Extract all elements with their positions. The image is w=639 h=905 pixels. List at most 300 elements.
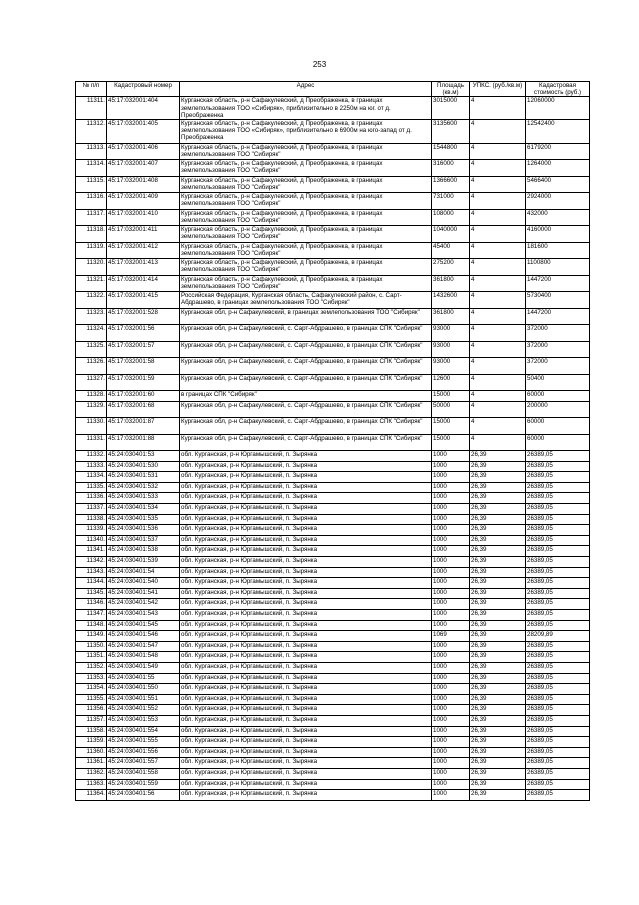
cadastral-number-cell: 45:24:030401:542 bbox=[107, 599, 180, 610]
upks-cell: 4 bbox=[470, 401, 526, 418]
area-cell: 1000 bbox=[432, 567, 470, 578]
cadastral-number-cell: 45:24:030401:533 bbox=[107, 493, 180, 504]
table-row bbox=[76, 620, 590, 631]
table-row bbox=[76, 578, 590, 589]
upks-cell: 26,39 bbox=[470, 525, 526, 536]
cadastral-number-cell: 45:17:032001:528 bbox=[107, 308, 180, 325]
area-cell: 1069 bbox=[432, 631, 470, 642]
cadastral-cost-cell: 26389,05 bbox=[526, 567, 590, 578]
cadastral-number-cell: 45:17:032001:58 bbox=[107, 358, 180, 375]
upks-cell: 26,39 bbox=[470, 737, 526, 748]
cadastral-cost-cell: 372000 bbox=[526, 325, 590, 342]
area-cell: 1000 bbox=[432, 557, 470, 568]
cadastral-number-cell: 45:24:030401:550 bbox=[107, 684, 180, 695]
row-number-cell: 11317. bbox=[76, 209, 107, 226]
table-row bbox=[76, 747, 590, 758]
address-cell: Курганская область, р-н Сафакулевский, д Преображенка, в границах землепользования ТОО «Сибиряк», приблизительно в 2250м на юг. от д. Преображенка bbox=[180, 97, 432, 120]
address-cell: обл. Курганская, р-н Юргамышский, п. Зырянка bbox=[180, 535, 432, 546]
address-cell: обл. Курганская, р-н Юргамышский, п. Зырянка bbox=[180, 514, 432, 525]
cadastral-number-cell: 45:24:030401:56 bbox=[107, 790, 180, 801]
table-row bbox=[76, 790, 590, 801]
area-cell: 1000 bbox=[432, 705, 470, 716]
cadastral-cost-cell: 50400 bbox=[526, 374, 590, 391]
cadastral-cost-cell: 26389,05 bbox=[526, 726, 590, 737]
address-cell: обл. Курганская, р-н Юргамышский, п. Зырянка bbox=[180, 461, 432, 472]
upks-cell: 26,39 bbox=[470, 705, 526, 716]
row-number-cell: 11321. bbox=[76, 275, 107, 292]
row-number-cell: 11337. bbox=[76, 504, 107, 515]
table-row bbox=[76, 694, 590, 705]
row-number-cell: 11341. bbox=[76, 546, 107, 557]
address-cell: Курганская область, р-н Сафакулевский, д Преображенка, в границах землепользования ТОО «Сибиряк», приблизительно в 6900м на юго-запад от д. Преображенка bbox=[180, 120, 432, 144]
cadastral-number-cell: 45:24:030401:540 bbox=[107, 578, 180, 589]
upks-cell: 4 bbox=[470, 341, 526, 358]
table-row bbox=[76, 401, 590, 418]
row-number-cell: 11354. bbox=[76, 684, 107, 695]
table-row bbox=[76, 226, 590, 243]
row-number-cell: 11344. bbox=[76, 578, 107, 589]
cadastral-number-cell: 45:24:030401:557 bbox=[107, 758, 180, 769]
upks-cell: 4 bbox=[470, 358, 526, 375]
row-number-cell: 11330. bbox=[76, 418, 107, 435]
upks-cell: 26,39 bbox=[470, 631, 526, 642]
upks-cell: 4 bbox=[470, 226, 526, 243]
row-number-cell: 11363. bbox=[76, 779, 107, 790]
area-cell: 1000 bbox=[432, 472, 470, 483]
cadastral-number-cell: 45:17:032001:412 bbox=[107, 242, 180, 259]
cadastral-number-cell: 45:24:030401:543 bbox=[107, 610, 180, 621]
area-cell: 1544800 bbox=[432, 143, 470, 160]
table-row bbox=[76, 715, 590, 726]
header-cadastral-cost: Кадастровая стоимость (руб.) bbox=[526, 82, 590, 97]
table-row bbox=[76, 472, 590, 483]
cadastral-cost-cell: 26389,05 bbox=[526, 504, 590, 515]
cadastral-cost-cell: 26389,05 bbox=[526, 652, 590, 663]
area-cell: 1000 bbox=[432, 451, 470, 462]
upks-cell: 4 bbox=[470, 176, 526, 193]
header-num: № п/п bbox=[76, 82, 107, 97]
address-cell: Курганская область, р-н Сафакулевский, д Преображенка, в границах землепользования ТОО "Сибиряк" bbox=[180, 275, 432, 292]
upks-cell: 26,39 bbox=[470, 557, 526, 568]
table-row bbox=[76, 493, 590, 504]
cadastral-number-cell: 45:24:030401:539 bbox=[107, 557, 180, 568]
upks-cell: 4 bbox=[470, 160, 526, 177]
cadastral-number-cell: 45:17:032001:407 bbox=[107, 160, 180, 177]
row-number-cell: 11343. bbox=[76, 567, 107, 578]
cadastral-number-cell: 45:17:032001:410 bbox=[107, 209, 180, 226]
upks-cell: 26,39 bbox=[470, 514, 526, 525]
address-cell: обл. Курганская, р-н Юргамышский, п. Зырянка bbox=[180, 631, 432, 642]
upks-cell: 4 bbox=[470, 374, 526, 391]
area-cell: 1000 bbox=[432, 493, 470, 504]
cadastral-number-cell: 45:24:030401:538 bbox=[107, 546, 180, 557]
cadastral-number-cell: 45:24:030401:556 bbox=[107, 747, 180, 758]
table-body bbox=[76, 97, 590, 800]
address-cell: Курганская обл, р-н Сафакулевский, с. Сарт-Абдрашево, в границах СПК "Сибиряк" bbox=[180, 374, 432, 391]
header-cadastral-number: Кадастровый номер bbox=[107, 82, 180, 97]
cadastral-cost-cell: 5466400 bbox=[526, 176, 590, 193]
row-number-cell: 11353. bbox=[76, 673, 107, 684]
address-cell: обл. Курганская, р-н Юргамышский, п. Зырянка bbox=[180, 694, 432, 705]
row-number-cell: 11311. bbox=[76, 97, 107, 120]
address-cell: обл. Курганская, р-н Юргамышский, п. Зырянка bbox=[180, 705, 432, 716]
address-cell: обл. Курганская, р-н Юргамышский, п. Зырянка bbox=[180, 482, 432, 493]
row-number-cell: 11325. bbox=[76, 341, 107, 358]
row-number-cell: 11334. bbox=[76, 472, 107, 483]
address-cell: Курганская область, р-н Сафакулевский, д Преображенка, в границах землепользования ТОО "Сибиряк" bbox=[180, 160, 432, 177]
cadastral-cost-cell: 26389,05 bbox=[526, 662, 590, 673]
area-cell: 1000 bbox=[432, 620, 470, 631]
cadastral-cost-cell: 26389,05 bbox=[526, 790, 590, 801]
row-number-cell: 11312. bbox=[76, 120, 107, 144]
upks-cell: 4 bbox=[470, 434, 526, 451]
cadastral-cost-cell: 26389,05 bbox=[526, 768, 590, 779]
row-number-cell: 11315. bbox=[76, 176, 107, 193]
cadastral-number-cell: 45:24:030401:535 bbox=[107, 514, 180, 525]
address-cell: Курганская обл, р-н Сафакулевский, с. Сарт-Абдрашево, в границах СПК "Сибиряк" bbox=[180, 325, 432, 342]
upks-cell: 26,39 bbox=[470, 652, 526, 663]
upks-cell: 4 bbox=[470, 242, 526, 259]
area-cell: 1000 bbox=[432, 662, 470, 673]
table-row bbox=[76, 120, 590, 144]
table-row bbox=[76, 193, 590, 210]
area-cell: 93000 bbox=[432, 341, 470, 358]
address-cell: Курганская обл, р-н Сафакулевский, в границах землепользования ТОО "Сибиряк" bbox=[180, 308, 432, 325]
table-row bbox=[76, 599, 590, 610]
row-number-cell: 11326. bbox=[76, 358, 107, 375]
table-row bbox=[76, 358, 590, 375]
cadastral-number-cell: 45:24:030401:548 bbox=[107, 652, 180, 663]
row-number-cell: 11358. bbox=[76, 726, 107, 737]
area-cell: 15000 bbox=[432, 391, 470, 402]
cadastral-number-cell: 45:24:030401:537 bbox=[107, 535, 180, 546]
upks-cell: 26,39 bbox=[470, 588, 526, 599]
cadastral-cost-cell: 12542400 bbox=[526, 120, 590, 144]
upks-cell: 4 bbox=[470, 308, 526, 325]
upks-cell: 26,39 bbox=[470, 673, 526, 684]
cadastral-cost-cell: 26389,05 bbox=[526, 599, 590, 610]
address-cell: обл. Курганская, р-н Юргамышский, п. Зырянка bbox=[180, 684, 432, 695]
table-row bbox=[76, 610, 590, 621]
address-cell: Курганская область, р-н Сафакулевский, д Преображенка, в границах землепользования ТОО "Сибиряк" bbox=[180, 193, 432, 210]
upks-cell: 4 bbox=[470, 259, 526, 276]
table-row bbox=[76, 726, 590, 737]
cadastral-number-cell: 45:24:030401:552 bbox=[107, 705, 180, 716]
table-row bbox=[76, 705, 590, 716]
area-cell: 15000 bbox=[432, 434, 470, 451]
address-cell: обл. Курганская, р-н Юргамышский, п. Зырянка bbox=[180, 715, 432, 726]
address-cell: обл. Курганская, р-н Юргамышский, п. Зырянка bbox=[180, 758, 432, 769]
row-number-cell: 11364. bbox=[76, 790, 107, 801]
cadastral-cost-cell: 26389,05 bbox=[526, 747, 590, 758]
row-number-cell: 11340. bbox=[76, 535, 107, 546]
row-number-cell: 11332. bbox=[76, 451, 107, 462]
table-row bbox=[76, 451, 590, 462]
cadastral-number-cell: 45:17:032001:409 bbox=[107, 193, 180, 210]
row-number-cell: 11314. bbox=[76, 160, 107, 177]
table-row bbox=[76, 546, 590, 557]
address-cell: Курганская область, р-н Сафакулевский, д Преображенка, в границах землепользования ТОО "Сибиряк" bbox=[180, 176, 432, 193]
table-row bbox=[76, 434, 590, 451]
row-number-cell: 11348. bbox=[76, 620, 107, 631]
row-number-cell: 11322. bbox=[76, 292, 107, 309]
address-cell: Курганская область, р-н Сафакулевский, д Преображенка, в границах землепользования ТОО "Сибиряк" bbox=[180, 226, 432, 243]
area-cell: 1000 bbox=[432, 599, 470, 610]
upks-cell: 26,39 bbox=[470, 726, 526, 737]
address-cell: обл. Курганская, р-н Юргамышский, п. Зырянка bbox=[180, 610, 432, 621]
area-cell: 1040000 bbox=[432, 226, 470, 243]
header-upks: УПКС. (руб./кв.м) bbox=[470, 82, 526, 97]
area-cell: 15000 bbox=[432, 418, 470, 435]
table-row bbox=[76, 391, 590, 402]
area-cell: 1000 bbox=[432, 525, 470, 536]
cadastral-number-cell: 45:24:030401:545 bbox=[107, 620, 180, 631]
row-number-cell: 11356. bbox=[76, 705, 107, 716]
table-row bbox=[76, 176, 590, 193]
upks-cell: 4 bbox=[470, 275, 526, 292]
cadastral-cost-cell: 26389,05 bbox=[526, 715, 590, 726]
area-cell: 1000 bbox=[432, 641, 470, 652]
table-row bbox=[76, 325, 590, 342]
area-cell: 1000 bbox=[432, 747, 470, 758]
upks-cell: 26,39 bbox=[470, 758, 526, 769]
address-cell: Курганская обл, р-н Сафакулевский, с. Сарт-Абдрашево, в границах СПК "Сибиряк" bbox=[180, 358, 432, 375]
cadastral-cost-cell: 26389,05 bbox=[526, 673, 590, 684]
area-cell: 1000 bbox=[432, 694, 470, 705]
table-header-row bbox=[76, 82, 590, 97]
upks-cell: 26,39 bbox=[470, 482, 526, 493]
row-number-cell: 11347. bbox=[76, 610, 107, 621]
area-cell: 1000 bbox=[432, 546, 470, 557]
upks-cell: 26,39 bbox=[470, 684, 526, 695]
row-number-cell: 11327. bbox=[76, 374, 107, 391]
address-cell: Курганская область, р-н Сафакулевский, д Преображенка, в границах землепользования ТОО "Сибиряк" bbox=[180, 242, 432, 259]
area-cell: 50000 bbox=[432, 401, 470, 418]
address-cell: обл. Курганская, р-н Юргамышский, п. Зырянка bbox=[180, 588, 432, 599]
upks-cell: 4 bbox=[470, 325, 526, 342]
table-row bbox=[76, 341, 590, 358]
address-cell: обл. Курганская, р-н Юргамышский, п. Зырянка bbox=[180, 779, 432, 790]
area-cell: 1000 bbox=[432, 726, 470, 737]
cadastral-cost-cell: 1447200 bbox=[526, 275, 590, 292]
cadastral-number-cell: 45:24:030401:534 bbox=[107, 504, 180, 515]
address-cell: обл. Курганская, р-н Юргамышский, п. Зырянка bbox=[180, 599, 432, 610]
cadastral-number-cell: 45:17:032001:88 bbox=[107, 434, 180, 451]
cadastral-cost-cell: 26389,05 bbox=[526, 705, 590, 716]
address-cell: обл. Курганская, р-н Юргамышский, п. Зырянка bbox=[180, 747, 432, 758]
row-number-cell: 11316. bbox=[76, 193, 107, 210]
table-row bbox=[76, 242, 590, 259]
cadastral-number-cell: 45:24:030401:554 bbox=[107, 726, 180, 737]
cadastral-number-cell: 45:17:032001:405 bbox=[107, 120, 180, 144]
upks-cell: 4 bbox=[470, 143, 526, 160]
row-number-cell: 11357. bbox=[76, 715, 107, 726]
cadastral-cost-cell: 60000 bbox=[526, 391, 590, 402]
row-number-cell: 11355. bbox=[76, 694, 107, 705]
table-row bbox=[76, 259, 590, 276]
table-row bbox=[76, 504, 590, 515]
area-cell: 1000 bbox=[432, 790, 470, 801]
row-number-cell: 11328. bbox=[76, 391, 107, 402]
area-cell: 45400 bbox=[432, 242, 470, 259]
cadastral-number-cell: 45:17:032001:56 bbox=[107, 325, 180, 342]
upks-cell: 4 bbox=[470, 193, 526, 210]
address-cell: Курганская обл, р-н Сафакулевский, с. Сарт-Абдрашево, в границах СПК "Сибиряк" bbox=[180, 418, 432, 435]
cadastral-number-cell: 45:17:032001:414 bbox=[107, 275, 180, 292]
area-cell: 361800 bbox=[432, 275, 470, 292]
row-number-cell: 11336. bbox=[76, 493, 107, 504]
row-number-cell: 11331. bbox=[76, 434, 107, 451]
area-cell: 275200 bbox=[432, 259, 470, 276]
cadastral-cost-cell: 1264000 bbox=[526, 160, 590, 177]
upks-cell: 4 bbox=[470, 97, 526, 120]
cadastral-number-cell: 45:17:032001:68 bbox=[107, 401, 180, 418]
area-cell: 1000 bbox=[432, 535, 470, 546]
address-cell: обл. Курганская, р-н Юргамышский, п. Зырянка bbox=[180, 768, 432, 779]
cadastral-cost-cell: 28209,89 bbox=[526, 631, 590, 642]
area-cell: 1000 bbox=[432, 715, 470, 726]
upks-cell: 4 bbox=[470, 391, 526, 402]
table-row bbox=[76, 209, 590, 226]
cadastral-cost-cell: 200000 bbox=[526, 401, 590, 418]
table-row bbox=[76, 308, 590, 325]
upks-cell: 26,39 bbox=[470, 768, 526, 779]
table-row bbox=[76, 652, 590, 663]
cadastral-number-cell: 45:17:032001:59 bbox=[107, 374, 180, 391]
area-cell: 12600 bbox=[432, 374, 470, 391]
address-cell: обл. Курганская, р-н Юргамышский, п. Зырянка bbox=[180, 620, 432, 631]
area-cell: 1000 bbox=[432, 514, 470, 525]
table-row bbox=[76, 97, 590, 120]
area-cell: 1432600 bbox=[432, 292, 470, 309]
row-number-cell: 11313. bbox=[76, 143, 107, 160]
address-cell: обл. Курганская, р-н Юргамышский, п. Зырянка bbox=[180, 493, 432, 504]
cadastral-cost-cell: 26389,05 bbox=[526, 535, 590, 546]
area-cell: 1000 bbox=[432, 768, 470, 779]
row-number-cell: 11323. bbox=[76, 308, 107, 325]
cadastral-number-cell: 45:17:032001:60 bbox=[107, 391, 180, 402]
row-number-cell: 11318. bbox=[76, 226, 107, 243]
area-cell: 93000 bbox=[432, 358, 470, 375]
area-cell: 3015000 bbox=[432, 97, 470, 120]
cadastral-number-cell: 45:17:032001:57 bbox=[107, 341, 180, 358]
upks-cell: 26,39 bbox=[470, 451, 526, 462]
cadastral-cost-cell: 60000 bbox=[526, 434, 590, 451]
cadastral-cost-cell: 26389,05 bbox=[526, 779, 590, 790]
cadastral-number-cell: 45:17:032001:404 bbox=[107, 97, 180, 120]
table-row bbox=[76, 737, 590, 748]
table-row bbox=[76, 557, 590, 568]
address-cell: обл. Курганская, р-н Юргамышский, п. Зырянка bbox=[180, 578, 432, 589]
cadastral-cost-cell: 6179200 bbox=[526, 143, 590, 160]
upks-cell: 26,39 bbox=[470, 694, 526, 705]
cadastral-cost-cell: 12060000 bbox=[526, 97, 590, 120]
cadastral-cost-cell: 26389,05 bbox=[526, 737, 590, 748]
area-cell: 1366600 bbox=[432, 176, 470, 193]
cadastral-number-cell: 45:24:030401:54 bbox=[107, 567, 180, 578]
cadastral-number-cell: 45:24:030401:546 bbox=[107, 631, 180, 642]
cadastral-cost-cell: 2924000 bbox=[526, 193, 590, 210]
upks-cell: 26,39 bbox=[470, 567, 526, 578]
cadastral-cost-cell: 26389,05 bbox=[526, 461, 590, 472]
cadastral-number-cell: 45:17:032001:408 bbox=[107, 176, 180, 193]
address-cell: обл. Курганская, р-н Юргамышский, п. Зырянка bbox=[180, 472, 432, 483]
cadastral-number-cell: 45:17:032001:411 bbox=[107, 226, 180, 243]
cadastral-number-cell: 45:24:030401:551 bbox=[107, 694, 180, 705]
address-cell: обл. Курганская, р-н Юргамышский, п. Зырянка bbox=[180, 652, 432, 663]
area-cell: 3135600 bbox=[432, 120, 470, 144]
cadastral-number-cell: 45:24:030401:530 bbox=[107, 461, 180, 472]
row-number-cell: 11360. bbox=[76, 747, 107, 758]
cadastral-number-cell: 45:24:030401:547 bbox=[107, 641, 180, 652]
area-cell: 1000 bbox=[432, 673, 470, 684]
upks-cell: 4 bbox=[470, 292, 526, 309]
table-row bbox=[76, 514, 590, 525]
cadastral-cost-cell: 26389,05 bbox=[526, 451, 590, 462]
cadastral-cost-cell: 26389,05 bbox=[526, 557, 590, 568]
address-cell: обл. Курганская, р-н Юргамышский, п. Зырянка bbox=[180, 525, 432, 536]
table-row bbox=[76, 567, 590, 578]
row-number-cell: 11346. bbox=[76, 599, 107, 610]
upks-cell: 26,39 bbox=[470, 779, 526, 790]
address-cell: обл. Курганская, р-н Юргамышский, п. Зырянка bbox=[180, 557, 432, 568]
cadastral-cost-cell: 372000 bbox=[526, 358, 590, 375]
address-cell: в границах СПК "Сибиряк" bbox=[180, 391, 432, 402]
cadastral-cost-cell: 432000 bbox=[526, 209, 590, 226]
cadastral-number-cell: 45:24:030401:558 bbox=[107, 768, 180, 779]
header-area: Площадь (кв.м) bbox=[432, 82, 470, 97]
cadastral-cost-cell: 26389,05 bbox=[526, 525, 590, 536]
table-row bbox=[76, 631, 590, 642]
upks-cell: 26,39 bbox=[470, 578, 526, 589]
row-number-cell: 11339. bbox=[76, 525, 107, 536]
area-cell: 1000 bbox=[432, 684, 470, 695]
upks-cell: 26,39 bbox=[470, 641, 526, 652]
cadastral-cost-cell: 4160000 bbox=[526, 226, 590, 243]
upks-cell: 26,39 bbox=[470, 610, 526, 621]
table-row bbox=[76, 482, 590, 493]
address-cell: Курганская область, р-н Сафакулевский, д Преображенка, в границах землепользования ТОО "Сибиряк" bbox=[180, 143, 432, 160]
address-cell: обл. Курганская, р-н Юргамышский, п. Зырянка bbox=[180, 726, 432, 737]
row-number-cell: 11352. bbox=[76, 662, 107, 673]
address-cell: Российская Федерация, Курганская область, Сафакулевский район, с. Сарт-Абдрашево, в границах землепользования ТОО "Сибиряк" bbox=[180, 292, 432, 309]
table-row bbox=[76, 673, 590, 684]
row-number-cell: 11342. bbox=[76, 557, 107, 568]
cadastral-cost-cell: 26389,05 bbox=[526, 578, 590, 589]
cadastral-cost-cell: 26389,05 bbox=[526, 684, 590, 695]
address-cell: Курганская обл, р-н Сафакулевский, с. Сарт-Абдрашево, в границах СПК "Сибиряк" bbox=[180, 401, 432, 418]
cadastral-number-cell: 45:24:030401:555 bbox=[107, 737, 180, 748]
table-row bbox=[76, 641, 590, 652]
table-row bbox=[76, 461, 590, 472]
upks-cell: 26,39 bbox=[470, 546, 526, 557]
area-cell: 1000 bbox=[432, 610, 470, 621]
table-row bbox=[76, 143, 590, 160]
address-cell: Курганская обл, р-н Сафакулевский, с. Сарт-Абдрашево, в границах СПК "Сибиряк" bbox=[180, 341, 432, 358]
cadastral-number-cell: 45:24:030401:532 bbox=[107, 482, 180, 493]
cadastral-cost-cell: 1447200 bbox=[526, 308, 590, 325]
table-row bbox=[76, 684, 590, 695]
table-row bbox=[76, 588, 590, 599]
address-cell: обл. Курганская, р-н Юргамышский, п. Зырянка bbox=[180, 546, 432, 557]
upks-cell: 26,39 bbox=[470, 599, 526, 610]
area-cell: 1000 bbox=[432, 779, 470, 790]
upks-cell: 4 bbox=[470, 418, 526, 435]
upks-cell: 4 bbox=[470, 209, 526, 226]
cadastral-cost-cell: 26389,05 bbox=[526, 514, 590, 525]
row-number-cell: 11335. bbox=[76, 482, 107, 493]
area-cell: 1000 bbox=[432, 588, 470, 599]
